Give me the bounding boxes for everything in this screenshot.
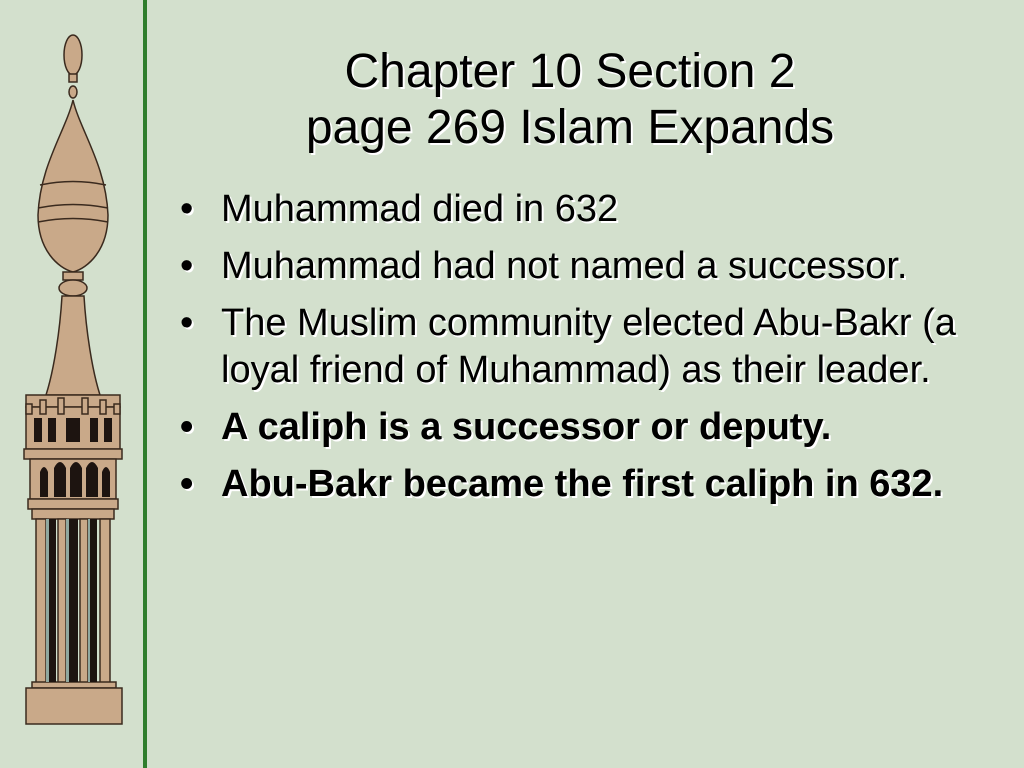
bullet-marker: • [180,406,194,448]
bullet-item [180,300,980,394]
bullet-item [180,404,980,451]
vertical-divider [143,0,147,768]
bullet-marker: • [180,245,194,287]
slide-title [160,44,980,156]
title-line-2: page 269 Islam Expands [305,101,835,154]
bullet-item [180,186,980,233]
bullet-list [180,186,980,518]
bullet-text: A caliph is a successor or deputy. [221,406,832,448]
bullet-text: Abu-Bakr became the first caliph in 632. [221,463,944,505]
bullet-marker: • [180,302,194,344]
bullet-text: Muhammad had not named a successor. [221,245,908,287]
bullet-item [180,243,980,290]
title-line-1: Chapter 10 Section 2 [344,45,796,98]
bullet-marker: • [180,463,194,505]
bullet-item [180,461,980,508]
bullet-marker: • [180,188,194,230]
bullet-text: Muhammad died in 632 [221,188,619,230]
minaret-illustration [0,0,145,768]
bullet-text: The Muslim community elected Abu-Bakr (a loyal friend of Muhammad) as their leader. [221,302,956,391]
